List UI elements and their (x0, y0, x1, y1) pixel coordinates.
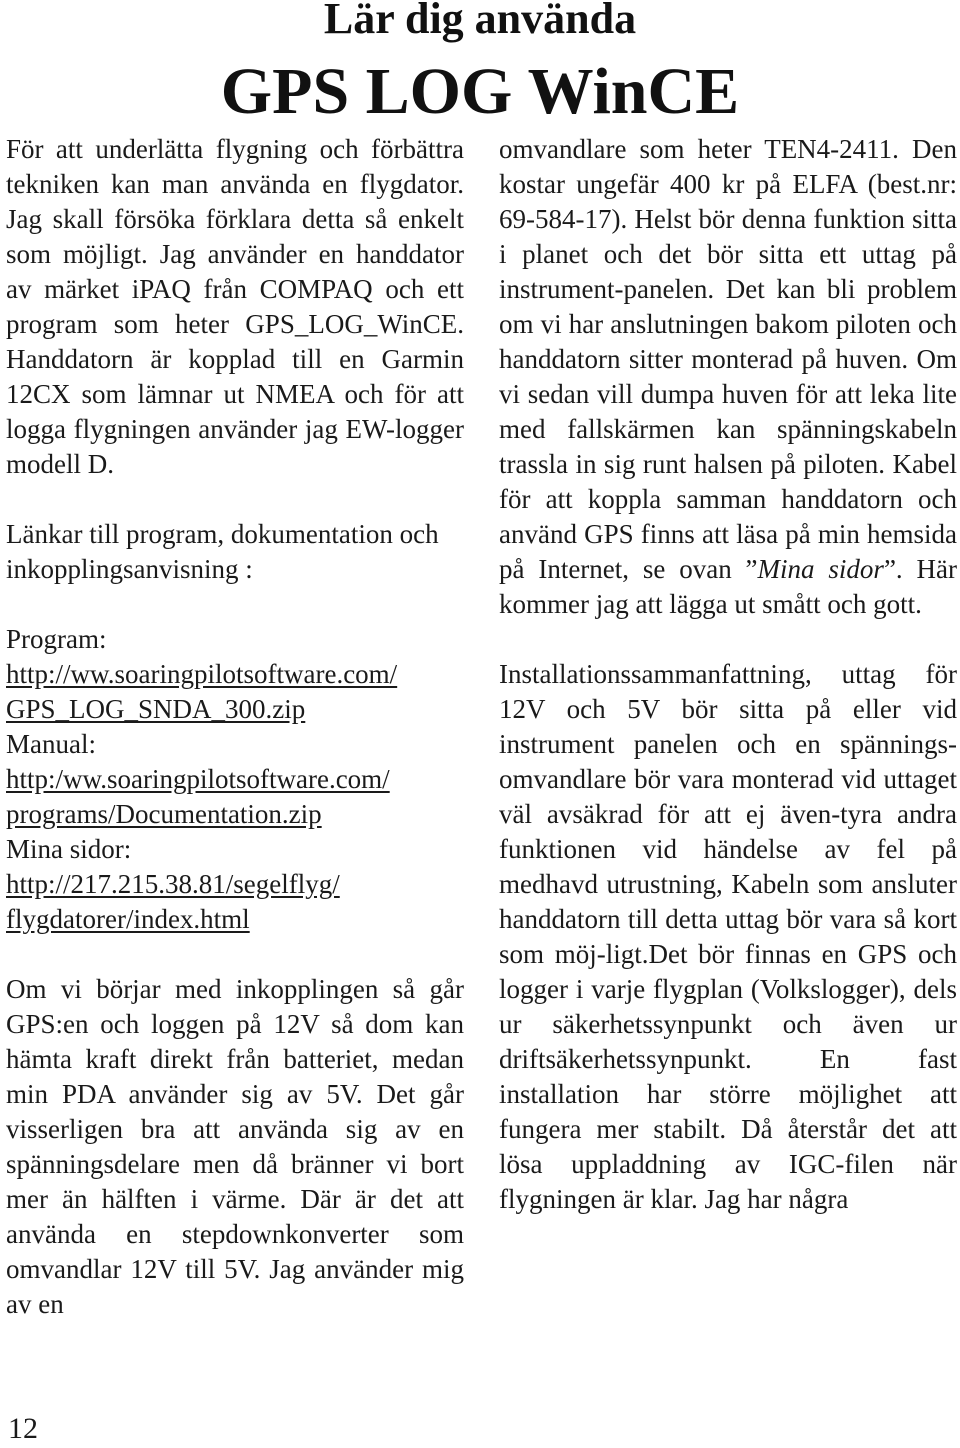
manual-label: Manual: (6, 729, 96, 759)
power-paragraph: Om vi börjar med inkopplingen så går GPS:en och loggen på 12V så dom kan hämta kraft direkt från batteriet, medan min PDA använder sig av 5V. Det går visserligen bra att använda sig av en spänningsdelare men då bränner vi bort mer än hälften i värme. Där är det att använda en stepdownkonverter som omvandlar 12V till 5V. Jag använder mig av en (6, 974, 464, 1319)
spacer (6, 587, 464, 622)
intro-paragraph: För att underlätta flygning och förbättra tekniken kan man använda en flygdator. Jag skall försöka förklara detta så enkelt som möjligt. Jag använder en handdator av märket iPAQ från COMPAQ och ett program som heter GPS_LOG_WinCE. Handdatorn är kopplad till en Garmin 12CX som lämnar ut NMEA och för att logga flygningen använder jag EW-logger modell D. (6, 134, 464, 479)
mina-sidor-label: Mina sidor: (6, 834, 132, 864)
summary-paragraph: Installationssammanfattning, uttag för 12V och 5V bör sitta på eller vid instrument panelen och en spännings-omvandlare bör vara monterad vid uttaget väl avsäkrad för att ej även-tyra andra funktionen vid händelse av fel på medhavd utrustning, Kabeln som ansluter handdatorn till detta uttag bör vara så kort som möj-ligt.Det bör finnas en GPS och logger i varje flygplan (Volkslogger), dels ur säkerhetssynpunkt och även ur driftsäkerhetssynpunkt. En fast installation har större möjlighet att fungera mer stabilt. Då återstår det att lösa uppladdning av IGC-filen när flygningen är klar. Jag har några (499, 659, 957, 1214)
converter-end-text: ”. Här kommer jag att lägga ut smått och gott. (499, 554, 957, 619)
sidor-text: sidor (828, 554, 884, 584)
mina-text: Mina (757, 554, 815, 584)
spacer (499, 622, 957, 657)
program-link-line1[interactable]: http://ww.soaringpilotsoftware.com/ (6, 659, 398, 689)
manual-link-line2[interactable]: programs/Documentation.zip (6, 799, 322, 829)
page-number: 12 (8, 1412, 38, 1445)
program-link-line2[interactable]: GPS_LOG_SNDA_300.zip (6, 694, 306, 724)
spacer (6, 937, 464, 972)
mina-sidor-link-line1[interactable]: http://217.215.38.81/segelflyg/ (6, 869, 340, 899)
links-intro-paragraph: Länkar till program, dokumentation och inkopplingsanvisning : (6, 519, 439, 584)
article-title: GPS LOG WinCE (220, 55, 740, 128)
converter-paragraph (499, 132, 957, 622)
article-kicker: Lär dig använda (323, 0, 637, 43)
manual-link-line1[interactable]: http:/ww.soaringpilotsoftware.com/ (6, 764, 390, 794)
converter-text: omvandlare som heter TEN4-2411. Den kostar ungefär 400 kr på ELFA (best.nr: 69-584-17). Helst bör denna funktion sitta i planet och det bör sitta ett uttag på instrument-panelen. Det kan bli problem om vi har anslutningen bakom piloten och handdatorn sitter monterad på huven. Om vi sedan vill dumpa huven för att leka lite med fallskärmen kan spänningskabeln trassla in sig runt halsen på piloten. Kabel för att koppla samman handdatorn och använd GPS finns att läsa på min hemsida på Internet, se ovan ” (499, 134, 957, 584)
spacer (6, 482, 464, 517)
program-label: Program: (6, 624, 107, 654)
left-column (6, 132, 464, 1322)
right-column (499, 132, 957, 1217)
mina-sidor-link-line2[interactable]: flygdatorer/index.html (6, 904, 250, 934)
